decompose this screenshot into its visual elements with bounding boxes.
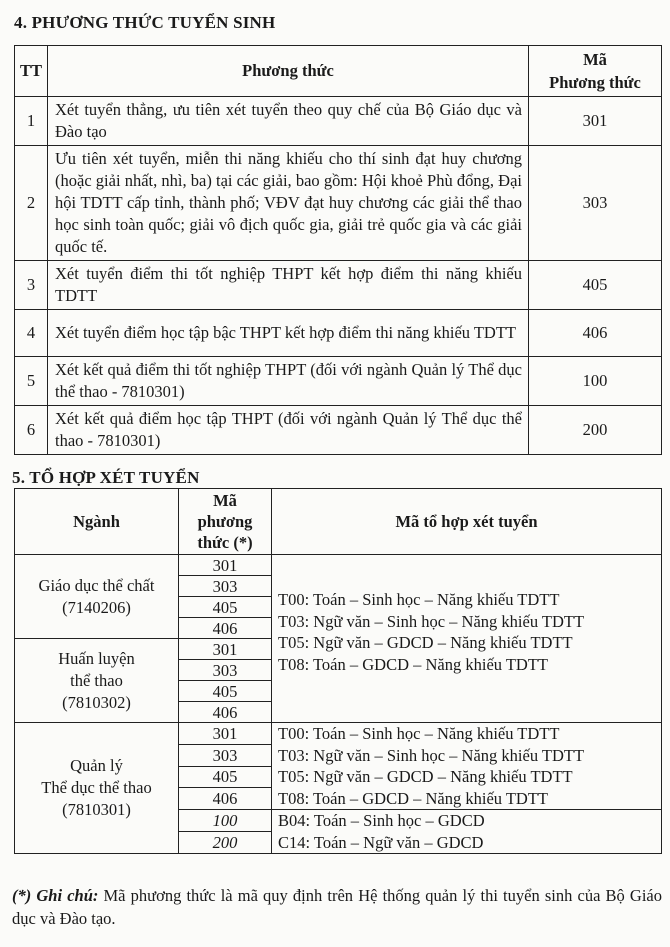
table-row [15,261,662,310]
method-code: 303 [179,576,272,597]
table-row [15,310,662,357]
method-text: Ưu tiên xét tuyển, miễn thi năng khiếu cho thí sinh đạt huy chương (hoặc giải nhất, nhì, ba) tại các giải, bao gồm: Hội khoẻ Phù đổng, Đại hội TDTT cấp tỉnh, thành phố; VĐV đạt huy chương các giải thể thao học sinh toàn quốc; giải vô địch quốc gia, giải trẻ quốc gia và các giải quốc tế. [48,146,529,261]
major-name: thể thao [70,670,123,690]
section-5-title: 5. TỔ HỢP XÉT TUYỂN [12,468,200,487]
combo-group [272,723,662,810]
header-code: Mã Phương thức [529,46,662,97]
combo-item: T03: Ngữ văn – Sinh học – Năng khiếu TDTT [278,745,585,765]
row-number: 1 [15,97,48,146]
row-number: 3 [15,261,48,310]
admission-methods-table [14,45,662,455]
method-text: Xét tuyển điểm thi tốt nghiệp THPT kết hợp điểm thi năng khiếu TDTT [48,261,529,310]
combo-item: C14: Toán – Ngữ văn – GDCD [278,832,484,852]
section-4-title: 4. PHƯƠNG THỨC TUYỂN SINH [14,13,276,32]
method-code: 405 [179,766,272,788]
method-code: 200 [179,832,272,854]
method-code: 200 [529,406,662,455]
method-text: Xét kết quả điểm học tập THPT (đối với ngành Quản lý Thể dục thể thao - 7810301) [48,406,529,455]
major-name: Thể dục thể thao [41,778,152,797]
table-header-row [15,489,662,555]
major-name: Quản lý [70,756,123,775]
footnote-text: Mã phương thức là mã quy định trên Hệ thống quản lý thi tuyển sinh của Bộ Giáo dục và Đào tạo. [12,886,662,928]
header-method: Phương thức [48,46,529,97]
table-row [15,97,662,146]
method-text: Xét tuyển thẳng, ưu tiên xét tuyển theo quy chế của Bộ Giáo dục và Đào tạo [48,97,529,146]
header-tt: TT [15,46,48,97]
table-row [15,555,662,576]
header-combo: Mã tổ hợp xét tuyển [272,489,662,555]
row-number: 4 [15,310,48,357]
footnote-label: (*) Ghi chú: [12,886,99,905]
method-code: 303 [529,146,662,261]
combo-item: T00: Toán – Sinh học – Năng khiếu TDTT [278,724,560,743]
major-cell [15,639,179,723]
combo-item: T08: Toán – GDCD – Năng khiếu TDTT [278,788,548,808]
method-code: 301 [179,723,272,745]
combo-item: B04: Toán – Sinh học – GDCD [278,811,485,830]
major-id: (7140206) [62,597,131,617]
method-text: Xét tuyển điểm học tập bậc THPT kết hợp điểm thi năng khiếu TDTT [48,310,529,357]
method-code: 100 [179,810,272,832]
method-code: 303 [179,744,272,766]
major-cell [15,555,179,639]
table-row [15,146,662,261]
method-code: 301 [529,97,662,146]
method-code: 405 [179,681,272,702]
method-code: 100 [529,357,662,406]
table-header-row [15,46,662,97]
combination-table [14,488,662,854]
method-code: 406 [179,788,272,810]
major-id: (7810302) [62,692,131,712]
method-code: 405 [529,261,662,310]
method-code: 405 [179,597,272,618]
method-code: 406 [179,702,272,723]
combo-item: T08: Toán – GDCD – Năng khiếu TDTT [278,654,548,674]
combo-group [272,555,662,723]
table-row [15,723,662,745]
major-name: Giáo dục thể chất [38,575,155,595]
header-code: Mã phương thức (*) [179,489,272,555]
major-name: Huấn luyện [58,648,135,668]
combo-item: T00: Toán – Sinh học – Năng khiếu TDTT [278,590,560,609]
combo-item: T03: Ngữ văn – Sinh học – Năng khiếu TDTT [278,611,585,631]
method-text: Xét kết quả điểm thi tốt nghiệp THPT (đối với ngành Quản lý Thể dục thể thao - 7810301) [48,357,529,406]
row-number: 5 [15,357,48,406]
major-cell [15,723,179,854]
table-row [15,406,662,455]
table-row [15,357,662,406]
row-number: 2 [15,146,48,261]
header-major: Ngành [15,489,179,555]
method-code: 303 [179,660,272,681]
method-code: 301 [179,639,272,660]
major-id: (7810301) [62,800,131,819]
row-number: 6 [15,406,48,455]
method-code: 406 [179,618,272,639]
combo-item: T05: Ngữ văn – GDCD – Năng khiếu TDTT [278,633,573,652]
combo-group [272,810,662,854]
footnote [12,884,662,930]
combo-item: T05: Ngữ văn – GDCD – Năng khiếu TDTT [278,767,573,786]
method-code: 301 [179,555,272,576]
method-code: 406 [529,310,662,357]
